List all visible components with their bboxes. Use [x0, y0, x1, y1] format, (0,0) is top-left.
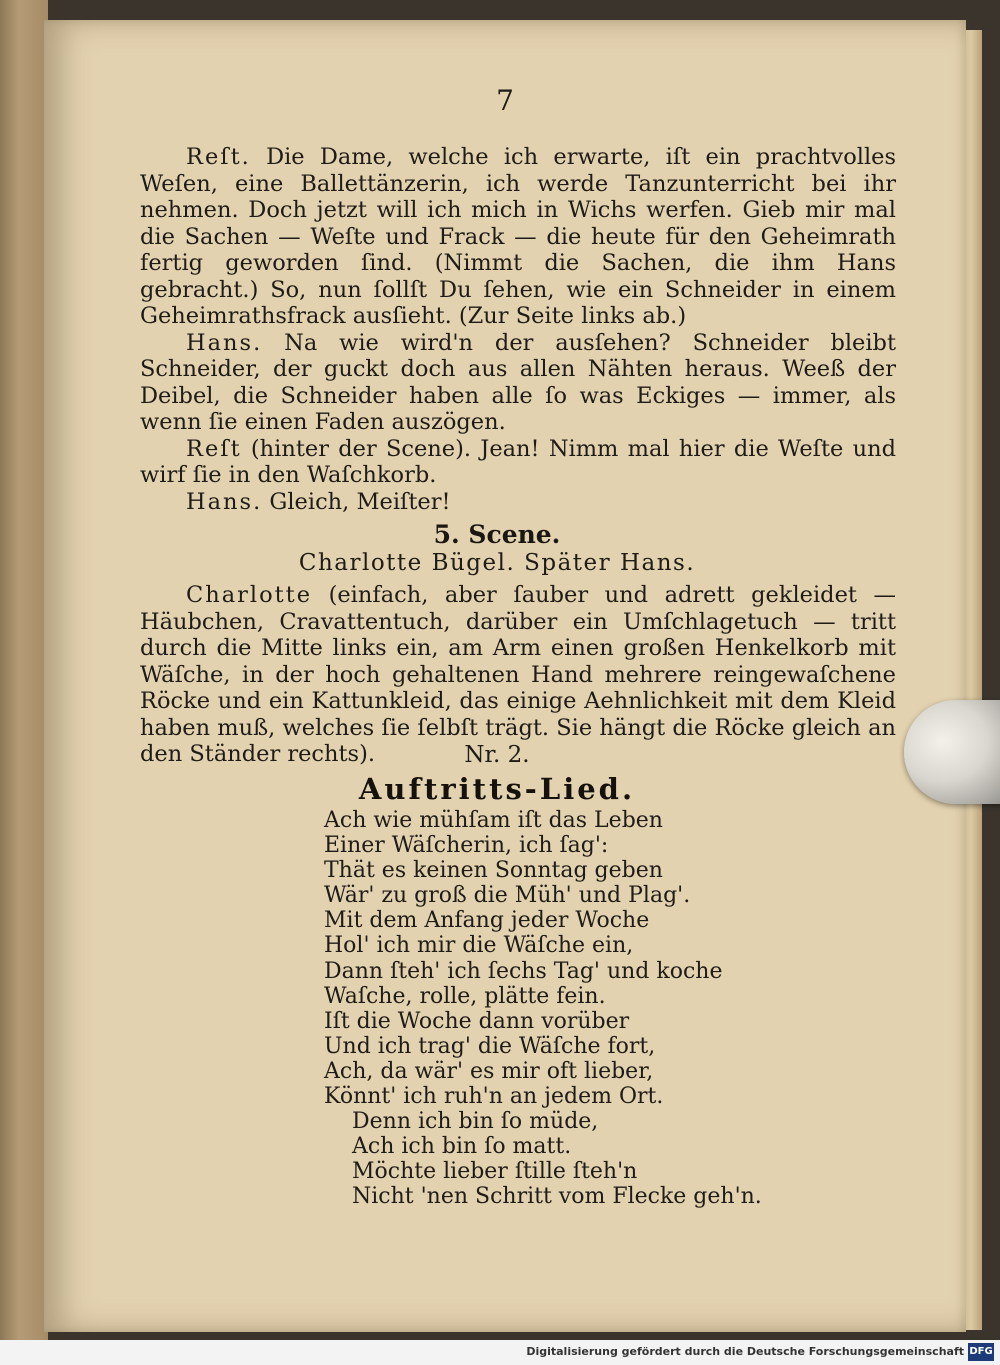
- dialogue-text: Gleich, Meiſter!: [269, 488, 451, 515]
- refrain-line: Denn ich bin ſo müde,: [352, 1109, 599, 1135]
- dialogue-paragraph: [140, 489, 896, 516]
- verse-line: Ach wie mühſam iſt das Leben: [324, 808, 663, 833]
- refrain-line: Nicht 'nen Schritt vom Flecke geh'n.: [352, 1184, 762, 1210]
- verse-line: Waſche, rolle, plätte fein.: [324, 983, 606, 1009]
- verse-line: Iſt die Woche dann vorüber: [324, 1008, 630, 1034]
- verse-line: Dann ſteh' ich ſechs Tag' und koche: [324, 958, 723, 984]
- verse-line: Thät es keinen Sonntag geben: [324, 858, 663, 884]
- scene-heading: 5. Scene.: [433, 520, 561, 549]
- dialogue-block: [140, 144, 896, 515]
- dialogue-paragraph: [140, 330, 896, 436]
- verse-line: Wär' zu groß die Müh' und Plag'.: [324, 883, 691, 909]
- book-page: [44, 20, 966, 1332]
- facing-page-edge: [0, 0, 48, 1340]
- song-number: Nr. 2.: [464, 742, 530, 768]
- stage-direction-text: (einfach, aber ſauber und adrett gekleidet — Häubchen, Cravattentuch, darüber ein Umſchlagetuch — tritt durch die Mitte links ein, am Arm einen großen Henkelkorb mit Wäſche, in der hoch gehaltenen Hand mehrere reingewaſchene Röcke und ein Kattunkleid, das einige Aehnlichkeit mit dem Kleid haben muß, welches ſie ſelbſt trägt. Sie hängt die Röcke gleich an den Ständer rechts).: [140, 582, 896, 767]
- scene-cast: Charlotte Bügel. Später Hans.: [298, 550, 696, 576]
- dialogue-text: Die Dame, welche ich erwarte, iſt ein prachtvolles Weſen, eine Ballettänzerin, ich werde Tanzunterricht bei ihr nehmen. Doch jetzt will ich mich in Wichs werfen. Gieb mir mal die Sachen — Weſte und Frack — die heute für den Geheimrath fertig geworden ſind. (Nimmt die Sachen, die ihm Hans gebracht.) So, nun ſollſt Du ſehen, wie ein Schneider in einem Geheimrathsfrack ausſieht. (Zur Seite links ab.): [140, 144, 897, 329]
- refrain-line: Ach ich bin ſo matt.: [352, 1134, 572, 1160]
- dialogue-paragraph: [140, 436, 896, 489]
- speaker-name: Reſt: [186, 435, 242, 462]
- dfg-logo-icon: DFG: [968, 1343, 994, 1361]
- verse-line: Könnt' ich ruh'n an jedem Ort.: [324, 1084, 664, 1110]
- speaker-name: Reſt.: [186, 144, 251, 170]
- glass-page-weight: [904, 700, 1000, 804]
- speaker-name: Hans.: [186, 488, 263, 515]
- dialogue-text: (hinter der Scene). Jean! Nimm mal hier die Weſte und wirf ſie in den Waſchkorb.: [140, 435, 896, 488]
- song-verse: [324, 808, 844, 1210]
- song-title: Auftritts-Lied.: [358, 772, 636, 806]
- speaker-name: Charlotte: [186, 582, 313, 608]
- speaker-name: Hans.: [186, 329, 263, 356]
- stage-direction-block: [140, 582, 896, 768]
- verse-line: Hol' ich mir die Wäſche ein,: [324, 933, 634, 959]
- footer-bar: [0, 1340, 1000, 1365]
- dialogue-text: Na wie wird'n der ausſehen? Schneider bleibt Schneider, der guckt doch aus allen Nähten heraus. Weeß der Deibel, die Schneider haben alle ſo was Eckiges — immer, als wenn ſie einen Faden auszögen.: [140, 329, 897, 435]
- verse-line: Ach, da wär' es mir oft lieber,: [324, 1058, 654, 1084]
- verse-line: Mit dem Anfang jeder Woche: [324, 908, 650, 934]
- verse-line: Und ich trag' die Wäſche fort,: [324, 1033, 656, 1059]
- page-number: 7: [496, 84, 514, 117]
- refrain-line: Möchte lieber ſtille ſteh'n: [352, 1159, 638, 1185]
- stage-direction: [140, 582, 896, 768]
- footer-credit: Digitalisierung gefördert durch die Deutsche Forschungsgemeinschaft: [526, 1345, 964, 1358]
- dialogue-paragraph: [140, 144, 896, 330]
- verse-line: Einer Wäſcherin, ich ſag':: [324, 833, 609, 859]
